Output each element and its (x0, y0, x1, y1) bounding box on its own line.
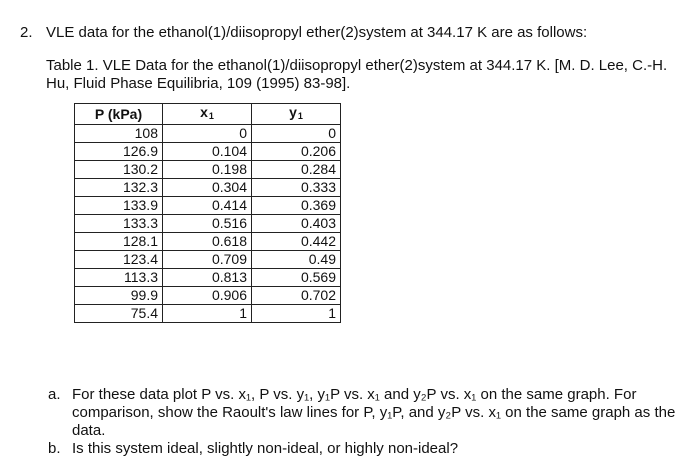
table-body (75, 125, 341, 323)
header-y1-base: y (289, 104, 297, 120)
x1-cell: 0 (163, 125, 252, 143)
pressure-cell: 132.3 (75, 179, 163, 197)
table-row (75, 305, 341, 323)
header-y1-subscript: 1 (297, 111, 303, 121)
table-row (75, 233, 341, 251)
problem-number: 2. (20, 24, 33, 41)
table-row (75, 179, 341, 197)
x1-cell: 0.304 (163, 179, 252, 197)
table-row (75, 161, 341, 179)
y1-cell: 0.702 (252, 287, 341, 305)
question-a (48, 386, 688, 440)
y1-cell: 0.403 (252, 215, 341, 233)
x1-cell: 0.709 (163, 251, 252, 269)
table-row (75, 143, 341, 161)
pressure-cell: 126.9 (75, 143, 163, 161)
vle-data-table (74, 103, 341, 323)
x1-cell: 0.198 (163, 161, 252, 179)
x1-cell: 0.906 (163, 287, 252, 305)
pressure-cell: 123.4 (75, 251, 163, 269)
header-pressure: P (kPa) (75, 104, 163, 125)
table-row (75, 125, 341, 143)
pressure-cell: 75.4 (75, 305, 163, 323)
header-x1-base: x (200, 104, 208, 120)
header-y1 (252, 104, 341, 125)
pressure-cell: 133.3 (75, 215, 163, 233)
pressure-cell: 99.9 (75, 287, 163, 305)
problem-text: VLE data for the ethanol(1)/diisopropyl ether(2)system at 344.17 K are as follows: (46, 24, 588, 41)
x1-cell: 0.414 (163, 197, 252, 215)
y1-cell: 1 (252, 305, 341, 323)
x1-cell: 1 (163, 305, 252, 323)
table-row (75, 251, 341, 269)
table-header-row (75, 104, 341, 125)
pressure-cell: 130.2 (75, 161, 163, 179)
y1-cell: 0.206 (252, 143, 341, 161)
x1-cell: 0.104 (163, 143, 252, 161)
table-row (75, 287, 341, 305)
pressure-cell: 113.3 (75, 269, 163, 287)
question-letter: b. (48, 440, 61, 457)
header-x1-subscript: 1 (208, 111, 214, 121)
x1-cell: 0.516 (163, 215, 252, 233)
y1-cell: 0.284 (252, 161, 341, 179)
pressure-cell: 133.9 (75, 197, 163, 215)
question-text: For these data plot P vs. x₁, P vs. y₁, y₁P vs. x₁ and y₂P vs. x₁ on the same graph. For comparison, show the Raoult's law lines for P, y₁P, and y₂P vs. x₁ on the same graph as the data. (72, 386, 676, 439)
vle-data-table-container (74, 103, 341, 323)
y1-cell: 0.442 (252, 233, 341, 251)
pressure-cell: 128.1 (75, 233, 163, 251)
question-letter: a. (48, 386, 61, 403)
y1-cell: 0.569 (252, 269, 341, 287)
x1-cell: 0.618 (163, 233, 252, 251)
table-row (75, 197, 341, 215)
y1-cell: 0.369 (252, 197, 341, 215)
question-list (48, 386, 688, 458)
table-row (75, 269, 341, 287)
problem-statement (20, 24, 587, 42)
x1-cell: 0.813 (163, 269, 252, 287)
y1-cell: 0 (252, 125, 341, 143)
question-text: Is this system ideal, slightly non-ideal, or highly non-ideal? (72, 440, 459, 457)
y1-cell: 0.333 (252, 179, 341, 197)
y1-cell: 0.49 (252, 251, 341, 269)
table-row (75, 215, 341, 233)
header-x1 (163, 104, 252, 125)
table-caption: Table 1. VLE Data for the ethanol(1)/diisopropyl ether(2)system at 344.17 K. [M. D. Lee, C.-H. Hu, Fluid Phase Equilibria, 109 (1995) 83-98]. (46, 57, 668, 92)
pressure-cell: 108 (75, 125, 163, 143)
question-b (48, 440, 688, 458)
